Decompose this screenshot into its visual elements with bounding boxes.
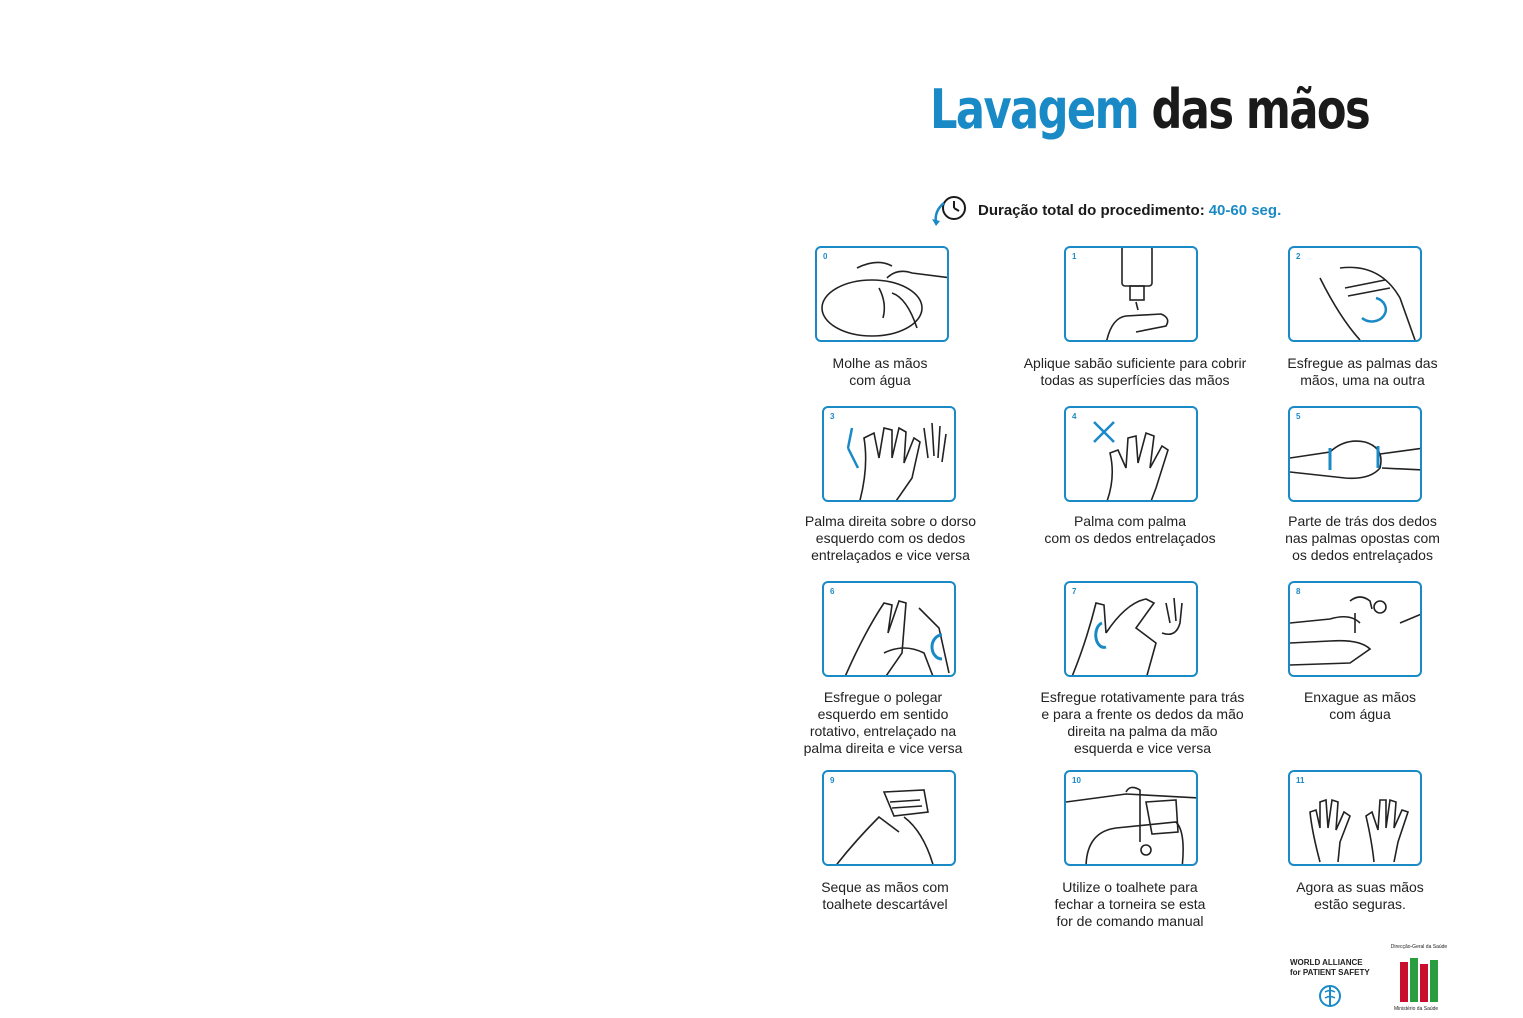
fingers-locked-icon <box>1290 408 1422 502</box>
step-number: 6 <box>830 587 835 596</box>
interlaced-fingers-icon <box>1066 408 1198 502</box>
step-2-caption: Esfregue as palmas das mãos, uma na outra <box>1287 355 1438 388</box>
step-7-illustration <box>1064 581 1198 677</box>
step-11-illustration <box>1288 770 1422 866</box>
wet-hands-icon <box>817 248 949 342</box>
step-10-caption: Utilize o toalhete para fechar a torneira se esta for de comando manual <box>1054 879 1206 929</box>
step-number: 8 <box>1296 587 1301 596</box>
clean-hands-icon <box>1290 772 1422 866</box>
step-number: 4 <box>1072 412 1077 421</box>
step-number: 3 <box>830 412 835 421</box>
step-0-illustration <box>815 246 949 342</box>
step-9-caption: Seque as mãos com toalhete descartável <box>821 879 949 912</box>
ministry-text: Ministério da Saúde <box>1394 1006 1439 1012</box>
close-tap-icon <box>1066 772 1198 866</box>
ministry-emblem-icon <box>1398 954 1442 1006</box>
step-number: 5 <box>1296 412 1301 421</box>
title-rest: das mãos <box>1138 78 1370 141</box>
step-8-illustration <box>1288 581 1422 677</box>
duration-label: Duração total do procedimento: <box>978 201 1205 219</box>
step-1-illustration <box>1064 246 1198 342</box>
step-number: 11 <box>1296 776 1305 785</box>
step-10-illustration <box>1064 770 1198 866</box>
step-4-caption: Palma com palma com os dedos entrelaçados <box>1044 513 1216 546</box>
step-9-illustration <box>822 770 956 866</box>
step-1-caption: Aplique sabão suficiente para cobrir todas as superfícies das mãos <box>1023 355 1247 388</box>
step-3-illustration <box>822 406 956 502</box>
step-0-caption: Molhe as mãos com água <box>832 355 928 388</box>
rinse-hands-icon <box>1290 583 1422 677</box>
step-number: 10 <box>1072 776 1081 785</box>
duration-line <box>930 193 1281 227</box>
clock-icon <box>930 193 970 227</box>
step-number: 2 <box>1296 252 1301 261</box>
step-7-caption: Esfregue rotativamente para trás e para a frente os dedos da mão direita na palma da mão esquerda e vice versa <box>1040 689 1245 756</box>
step-6-caption: Esfregue o polegar esquerdo em sentido rotativo, entrelaçado na palma direita e vice versa <box>803 689 963 756</box>
step-8-caption: Enxague as mãos com água <box>1303 689 1417 722</box>
step-2-illustration <box>1288 246 1422 342</box>
step-6-illustration <box>822 581 956 677</box>
who-alliance-text: WORLD ALLIANCE for PATIENT SAFETY <box>1290 958 1370 977</box>
step-number: 0 <box>823 252 828 261</box>
step-5-caption: Parte de trás dos dedos nas palmas opostas com os dedos entrelaçados <box>1285 513 1440 563</box>
dry-hands-icon <box>824 772 956 866</box>
step-4-illustration <box>1064 406 1198 502</box>
fingertips-rotation-icon <box>1066 583 1198 677</box>
who-emblem-icon <box>1318 984 1342 1008</box>
poster-title <box>930 78 1369 141</box>
step-3-caption: Palma direita sobre o dorso esquerdo com os dedos entrelaçados e vice versa <box>804 513 977 563</box>
thumb-rotation-icon <box>824 583 956 677</box>
step-number: 1 <box>1072 252 1077 261</box>
step-5-illustration <box>1288 406 1422 502</box>
duration-value: 40-60 seg. <box>1208 201 1282 219</box>
palm-rub-icon <box>1290 248 1422 342</box>
soap-dispenser-icon <box>1066 248 1198 342</box>
step-number: 9 <box>830 776 835 785</box>
dgs-header-text: Direcção-Geral da Saúde <box>1390 944 1448 950</box>
hand-washing-poster <box>770 0 1490 1018</box>
step-number: 7 <box>1072 587 1077 596</box>
step-11-caption: Agora as suas mãos estão seguras. <box>1296 879 1424 912</box>
title-highlight: Lavagem <box>930 78 1139 141</box>
sponsor-logos <box>1290 944 1490 1014</box>
back-of-hand-icon <box>824 408 956 502</box>
